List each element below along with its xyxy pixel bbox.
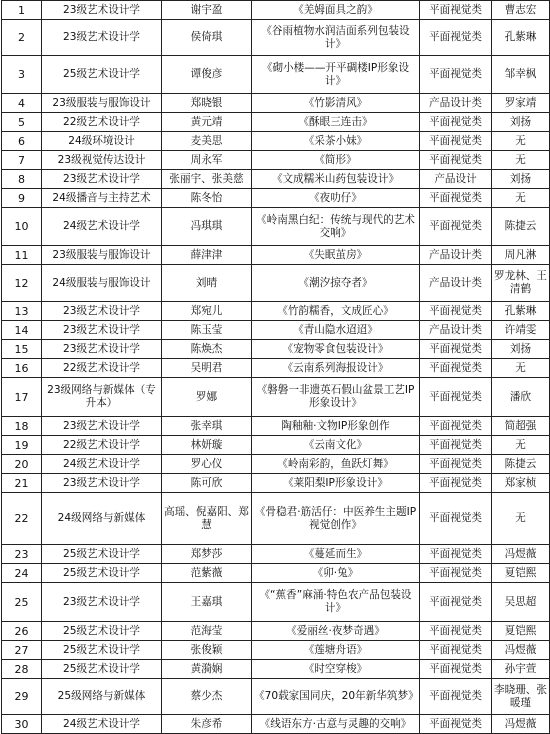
row-number: 5 <box>2 113 42 132</box>
student-name-cell: 薛津津 <box>162 246 252 265</box>
tutor-cell: 夏铠熙 <box>492 564 550 583</box>
class-cell: 25级艺术设计学 <box>42 545 162 564</box>
row-number: 26 <box>2 622 42 641</box>
table-row <box>2 583 550 622</box>
work-title-cell: 《“蕉香”麻涌·特色农产品包装设计》 <box>252 583 420 622</box>
student-name-cell: 侯倚琪 <box>162 20 252 56</box>
category-cell: 平面视觉类 <box>420 151 492 170</box>
class-cell: 23级艺术设计学 <box>42 474 162 493</box>
work-title-cell: 《采茶小妹》 <box>252 132 420 151</box>
row-number: 2 <box>2 20 42 56</box>
tutor-cell: 罗龙林、王清鹤 <box>492 265 550 302</box>
tutor-cell: 刘扬 <box>492 170 550 189</box>
work-title-cell: 《蔓延而生》 <box>252 545 420 564</box>
table-row <box>2 493 550 545</box>
student-name-cell: 罗心仪 <box>162 455 252 474</box>
work-title-cell: 《岭南黑白纪：传统与现代的艺术交响》 <box>252 208 420 246</box>
work-title-cell: 《磐磐一非遗英石假山盆景工艺IP形象设计》 <box>252 378 420 417</box>
student-name-cell: 周永军 <box>162 151 252 170</box>
tutor-cell: 许靖雯 <box>492 321 550 340</box>
row-number: 13 <box>2 302 42 321</box>
table-row <box>2 679 550 715</box>
work-title-cell: 《莱阳梨IP形象设计》 <box>252 474 420 493</box>
class-cell: 24级艺术设计学 <box>42 715 162 734</box>
tutor-cell: 孙宇萱 <box>492 660 550 679</box>
work-title-cell: 《竹影清风》 <box>252 94 420 113</box>
class-cell: 25级艺术设计学 <box>42 564 162 583</box>
category-cell: 平面视觉类 <box>420 20 492 56</box>
tutor-cell: 潘欣 <box>492 378 550 417</box>
category-cell: 平面视觉类 <box>420 641 492 660</box>
row-number: 14 <box>2 321 42 340</box>
award-list-table <box>1 0 550 734</box>
row-number: 19 <box>2 436 42 455</box>
tutor-cell: 无 <box>492 359 550 378</box>
tutor-cell: 刘扬 <box>492 340 550 359</box>
class-cell: 22级艺术设计学 <box>42 359 162 378</box>
work-title-cell: 《羌姆面具之韵》 <box>252 1 420 20</box>
category-cell: 平面视觉类 <box>420 302 492 321</box>
student-name-cell: 谢宇盈 <box>162 1 252 20</box>
work-title-cell: 《卯·兔》 <box>252 564 420 583</box>
category-cell: 产品设计类 <box>420 94 492 113</box>
tutor-cell: 无 <box>492 132 550 151</box>
table-row <box>2 1 550 20</box>
table-row <box>2 641 550 660</box>
work-title-cell: 《谷雨植物水润洁面系列包装设计》 <box>252 20 420 56</box>
category-cell: 平面视觉类 <box>420 493 492 545</box>
category-cell: 平面视觉类 <box>420 679 492 715</box>
table-row <box>2 113 550 132</box>
student-name-cell: 陈玉莹 <box>162 321 252 340</box>
category-cell: 平面视觉类 <box>420 340 492 359</box>
row-number: 25 <box>2 583 42 622</box>
work-title-cell: 《时空穿梭》 <box>252 660 420 679</box>
table-row <box>2 321 550 340</box>
category-cell: 平面视觉类 <box>420 113 492 132</box>
row-number: 24 <box>2 564 42 583</box>
category-cell: 平面视觉类 <box>420 545 492 564</box>
category-cell: 平面视觉类 <box>420 455 492 474</box>
work-title-cell: 《简形》 <box>252 151 420 170</box>
class-cell: 23级服装与服饰设计 <box>42 246 162 265</box>
table-row <box>2 246 550 265</box>
work-title-cell: 《骨稳君·筋活仔：中医养生主题IP视觉创作》 <box>252 493 420 545</box>
tutor-cell: 孔紫琳 <box>492 302 550 321</box>
class-cell: 23级艺术设计学 <box>42 417 162 436</box>
row-number: 17 <box>2 378 42 417</box>
table-row <box>2 622 550 641</box>
work-title-cell: 《云南文化》 <box>252 436 420 455</box>
class-cell: 25级艺术设计学 <box>42 641 162 660</box>
class-cell: 24级环境设计 <box>42 132 162 151</box>
table-row <box>2 417 550 436</box>
row-number: 11 <box>2 246 42 265</box>
class-cell: 23级视觉传达设计 <box>42 151 162 170</box>
class-cell: 24级服装与服饰设计 <box>42 265 162 302</box>
row-number: 7 <box>2 151 42 170</box>
student-name-cell: 谭俊彦 <box>162 56 252 94</box>
tutor-cell: 无 <box>492 151 550 170</box>
row-number: 10 <box>2 208 42 246</box>
row-number: 16 <box>2 359 42 378</box>
work-title-cell: 《文成糯米山药包装设计》 <box>252 170 420 189</box>
row-number: 22 <box>2 493 42 545</box>
class-cell: 24级艺术设计学 <box>42 208 162 246</box>
tutor-cell: 冯煜薇 <box>492 715 550 734</box>
student-name-cell: 蔡少杰 <box>162 679 252 715</box>
student-name-cell: 吴明君 <box>162 359 252 378</box>
row-number: 30 <box>2 715 42 734</box>
student-name-cell: 王嘉琪 <box>162 583 252 622</box>
table-row <box>2 170 550 189</box>
class-cell: 23级艺术设计学 <box>42 340 162 359</box>
tutor-cell: 邹幸枫 <box>492 56 550 94</box>
work-title-cell: 《70载家国同庆，20年新华筑梦》 <box>252 679 420 715</box>
student-name-cell: 范海莹 <box>162 622 252 641</box>
category-cell: 产品设计 <box>420 170 492 189</box>
tutor-cell: 陈捷云 <box>492 208 550 246</box>
class-cell: 23级艺术设计学 <box>42 170 162 189</box>
student-name-cell: 冯琪琪 <box>162 208 252 246</box>
row-number: 6 <box>2 132 42 151</box>
table-row <box>2 474 550 493</box>
student-name-cell: 张俊颖 <box>162 641 252 660</box>
category-cell: 平面视觉类 <box>420 132 492 151</box>
student-name-cell: 陈可欣 <box>162 474 252 493</box>
class-cell: 24级网络与新媒体 <box>42 493 162 545</box>
tutor-cell: 孔紫琳 <box>492 20 550 56</box>
class-cell: 25级艺术设计学 <box>42 660 162 679</box>
tutor-cell: 冯煜薇 <box>492 545 550 564</box>
row-number: 29 <box>2 679 42 715</box>
class-cell: 24级播音与主持艺术 <box>42 189 162 208</box>
table-row <box>2 151 550 170</box>
work-title-cell: 《云南系列海报设计》 <box>252 359 420 378</box>
table-row <box>2 660 550 679</box>
table-body <box>2 1 550 734</box>
work-title-cell: 《夜叻仔》 <box>252 189 420 208</box>
work-title-cell: 《爱丽丝·夜梦奇遇》 <box>252 622 420 641</box>
work-title-cell: 《青山隐水迢迢》 <box>252 321 420 340</box>
class-cell: 22级艺术设计学 <box>42 113 162 132</box>
table-row <box>2 189 550 208</box>
category-cell: 平面视觉类 <box>420 660 492 679</box>
work-title-cell: 《潮汐掠夺者》 <box>252 265 420 302</box>
category-cell: 平面视觉类 <box>420 564 492 583</box>
student-name-cell: 罗娜 <box>162 378 252 417</box>
work-title-cell: 《线语东方·古意与灵趣的交响》 <box>252 715 420 734</box>
class-cell: 25级艺术设计学 <box>42 56 162 94</box>
class-cell: 24级艺术设计学 <box>42 455 162 474</box>
category-cell: 平面视觉类 <box>420 417 492 436</box>
student-name-cell: 郑梦莎 <box>162 545 252 564</box>
work-title-cell: 《岭南彩韵，鱼跃灯舞》 <box>252 455 420 474</box>
tutor-cell: 李晓珊、张暖瑾 <box>492 679 550 715</box>
table-row <box>2 340 550 359</box>
class-cell: 23级服装与服饰设计 <box>42 94 162 113</box>
category-cell: 产品设计类 <box>420 321 492 340</box>
category-cell: 平面视觉类 <box>420 474 492 493</box>
work-title-cell: 《竹韵糯香，文成匠心》 <box>252 302 420 321</box>
category-cell: 平面视觉类 <box>420 56 492 94</box>
table-row <box>2 265 550 302</box>
row-number: 21 <box>2 474 42 493</box>
class-cell: 23级艺术设计学 <box>42 321 162 340</box>
tutor-cell: 郑家桢 <box>492 474 550 493</box>
work-title-cell: 《酥眼三连击》 <box>252 113 420 132</box>
row-number: 1 <box>2 1 42 20</box>
work-title-cell: 《宠物零食包装设计》 <box>252 340 420 359</box>
student-name-cell: 张丽宇、张美慈 <box>162 170 252 189</box>
class-cell: 23级网络与新媒体（专升本） <box>42 378 162 417</box>
student-name-cell: 范紫薇 <box>162 564 252 583</box>
student-name-cell: 刘晴 <box>162 265 252 302</box>
tutor-cell: 罗家靖 <box>492 94 550 113</box>
category-cell: 平面视觉类 <box>420 622 492 641</box>
tutor-cell: 简超强 <box>492 417 550 436</box>
category-cell: 平面视觉类 <box>420 715 492 734</box>
student-name-cell: 麦美思 <box>162 132 252 151</box>
tutor-cell: 无 <box>492 189 550 208</box>
work-title-cell: 陶釉釉·文物IP形象创作 <box>252 417 420 436</box>
work-title-cell: 《失眠茧房》 <box>252 246 420 265</box>
table-row <box>2 545 550 564</box>
tutor-cell: 夏铠熙 <box>492 622 550 641</box>
row-number: 27 <box>2 641 42 660</box>
table-row <box>2 455 550 474</box>
student-name-cell: 朱彦希 <box>162 715 252 734</box>
table-row <box>2 20 550 56</box>
row-number: 3 <box>2 56 42 94</box>
tutor-cell: 周凡淋 <box>492 246 550 265</box>
student-name-cell: 黄元靖 <box>162 113 252 132</box>
class-cell: 23级艺术设计学 <box>42 20 162 56</box>
table-row <box>2 94 550 113</box>
tutor-cell: 吴思超 <box>492 583 550 622</box>
row-number: 4 <box>2 94 42 113</box>
tutor-cell: 陈捷云 <box>492 455 550 474</box>
row-number: 12 <box>2 265 42 302</box>
category-cell: 平面视觉类 <box>420 378 492 417</box>
category-cell: 平面视觉类 <box>420 208 492 246</box>
category-cell: 平面视觉类 <box>420 436 492 455</box>
category-cell: 平面视觉类 <box>420 1 492 20</box>
tutor-cell: 刘扬 <box>492 113 550 132</box>
tutor-cell: 曹志宏 <box>492 1 550 20</box>
row-number: 9 <box>2 189 42 208</box>
row-number: 18 <box>2 417 42 436</box>
class-cell: 22级艺术设计学 <box>42 436 162 455</box>
table-row <box>2 436 550 455</box>
work-title-cell: 《莲塘舟语》 <box>252 641 420 660</box>
class-cell: 23级艺术设计学 <box>42 302 162 321</box>
row-number: 20 <box>2 455 42 474</box>
class-cell: 25级艺术设计学 <box>42 622 162 641</box>
row-number: 15 <box>2 340 42 359</box>
category-cell: 平面视觉类 <box>420 583 492 622</box>
student-name-cell: 郑宛儿 <box>162 302 252 321</box>
class-cell: 23级艺术设计学 <box>42 583 162 622</box>
table-row <box>2 132 550 151</box>
class-cell: 25级网络与新媒体 <box>42 679 162 715</box>
student-name-cell: 林妍璇 <box>162 436 252 455</box>
category-cell: 平面视觉类 <box>420 189 492 208</box>
student-name-cell: 陈冬怡 <box>162 189 252 208</box>
table-row <box>2 302 550 321</box>
tutor-cell: 无 <box>492 436 550 455</box>
row-number: 8 <box>2 170 42 189</box>
table-row <box>2 359 550 378</box>
row-number: 23 <box>2 545 42 564</box>
row-number: 28 <box>2 660 42 679</box>
student-name-cell: 陈焕杰 <box>162 340 252 359</box>
category-cell: 产品设计类 <box>420 246 492 265</box>
table-row <box>2 564 550 583</box>
table-row <box>2 56 550 94</box>
category-cell: 产品设计类 <box>420 265 492 302</box>
table-row <box>2 378 550 417</box>
tutor-cell: 无 <box>492 493 550 545</box>
student-name-cell: 郑晓银 <box>162 94 252 113</box>
class-cell: 23级艺术设计学 <box>42 1 162 20</box>
work-title-cell: 《砌小楼——开平碉楼IP形象设计》 <box>252 56 420 94</box>
table-row <box>2 715 550 734</box>
student-name-cell: 黄漪娴 <box>162 660 252 679</box>
category-cell: 平面视觉类 <box>420 359 492 378</box>
tutor-cell: 冯煜薇 <box>492 641 550 660</box>
table-row <box>2 208 550 246</box>
student-name-cell: 高瑶、倪嘉阳、郑慧 <box>162 493 252 545</box>
student-name-cell: 张幸琪 <box>162 417 252 436</box>
